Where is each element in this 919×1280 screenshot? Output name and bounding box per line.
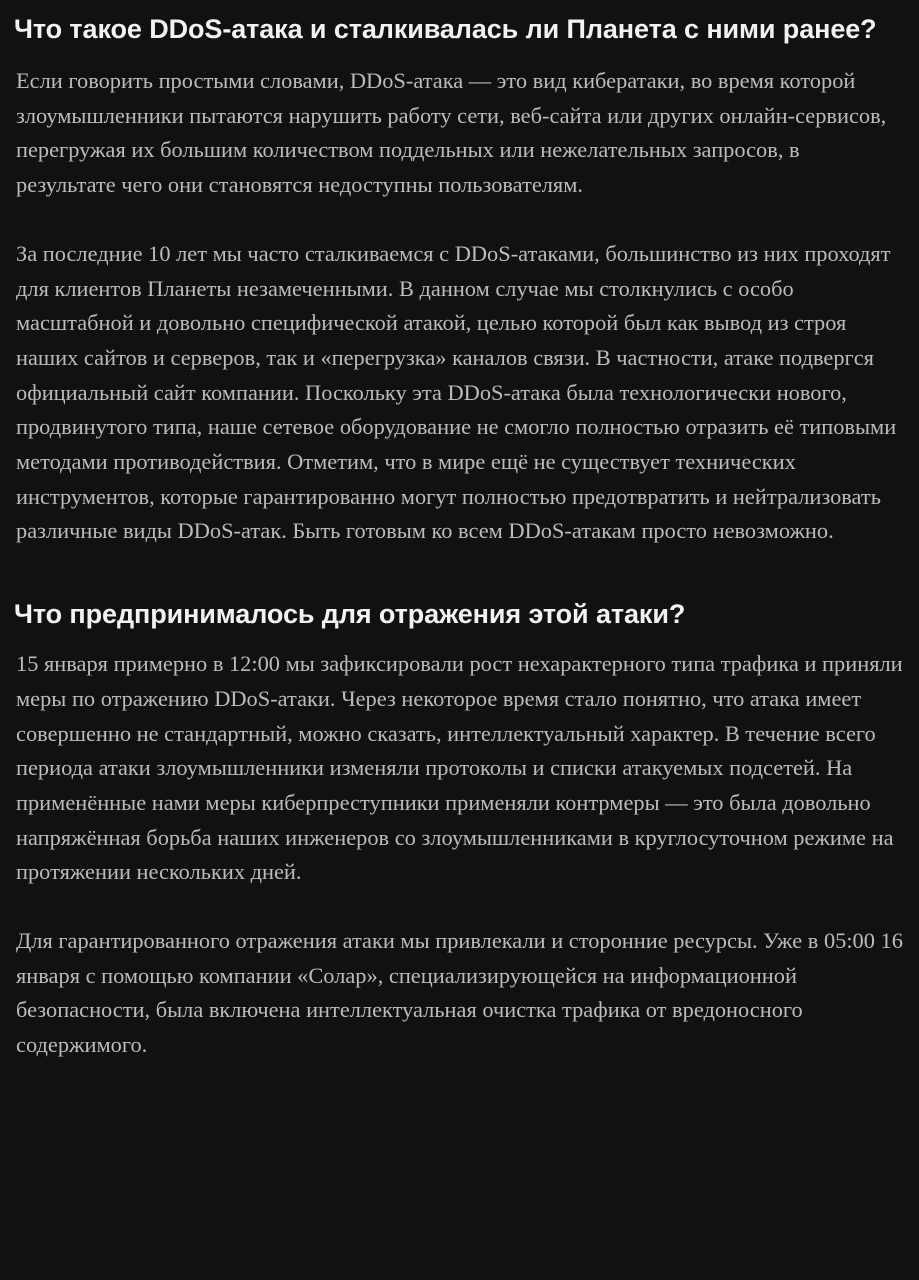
article [14, 0, 904, 1063]
paragraph-attack-history: За последние 10 лет мы часто сталкиваемся с DDoS-атаками, большинство из них проходят для клиентов Планеты незамеченными. В данном случае мы столкнулись с особо масштабной и довольно специфической атакой, целью которой был как вывод из строя наших сайтов и серверов, так и «перегрузка» каналов связи. В частности, атаке подвергся официальный сайт компании. Поскольку эта DDoS-атака была технологически нового, продвинутого типа, наше сетевое оборудование не смогло полностью отразить её типовыми методами противодействия. Отметим, что в мире ещё не существует технических инструментов, которые гарантированно могут полностью предотвратить и нейтрализовать различные виды DDoS-атак. Быть готовым ко всем DDoS-атакам просто невозможно. [16, 240, 897, 544]
paragraph-attack-timeline: 15 января примерно в 12:00 мы зафиксировали рост нехарактерного типа трафика и приняли меры по отражению DDoS-атаки. Через некоторое время стало понятно, что атака имеет совершенно не стандартный, можно сказать, интеллектуальный характер. В течение всего периода атаки злоумышленники изменяли протоколы и списки атакуемых подсетей. На применённые нами меры киберпреступники применяли контрмеры — это была довольно напряжённая борьба наших инженеров со злоумышленниками в круглосуточном режиме на протяжении нескольких дней. [16, 651, 903, 885]
section-heading-attack-response: Что предпринималось для отражения этой атаки? [14, 599, 686, 630]
paragraph-ddos-definition: Если говорить простыми словами, DDoS-атака — это вид кибератаки, во время которой злоумышленники пытаются нарушить работу сети, веб-сайта или других онлайн-сервисов, перегружая их большим количеством поддельных или нежелательных запросов, в результате чего они становятся недоступны пользователям. [16, 68, 887, 198]
paragraph-external-resources: Для гарантированного отражения атаки мы привлекали и сторонние ресурсы. Уже в 05:00 16 января с помощью компании «Солар», специализирующейся на информационной безопасности, была включена интеллектуальная очистка трафика от вредоносного содержимого. [16, 928, 903, 1058]
section-heading-ddos-definition: Что такое DDoS-атака и сталкивалась ли Планета с ними ранее? [14, 14, 877, 44]
